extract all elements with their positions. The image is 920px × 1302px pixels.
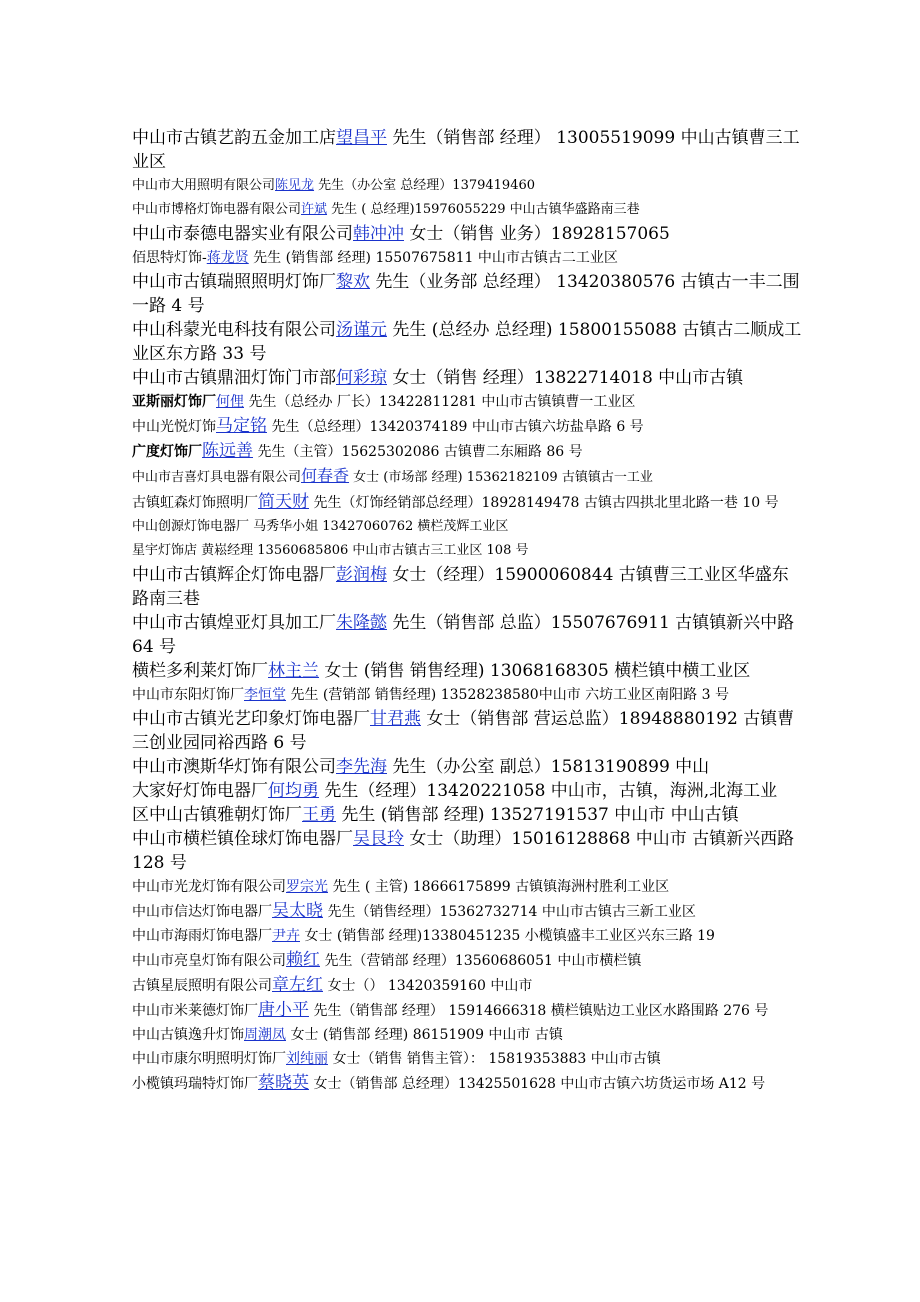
company-name: 中山市光龙灯饰有限公司 — [132, 879, 286, 895]
contact-link[interactable]: 甘君燕 — [370, 709, 421, 729]
document-page — [132, 126, 802, 1096]
contact-details: 女士 (销售 销售经理) 13068168305 横栏镇中横工业区 — [319, 661, 751, 681]
company-name: 广度灯饰厂 — [132, 444, 202, 460]
contact-link[interactable]: 吴太晓 — [272, 901, 323, 921]
company-name: 中山市博格灯饰电器有限公司 — [132, 202, 302, 217]
contact-details: 女士（销售 销售主管）： 15819353883 中山市古镇 — [328, 1051, 661, 1067]
list-item — [132, 1023, 802, 1047]
list-item — [132, 222, 802, 246]
list-item — [132, 515, 802, 539]
contact-details: 先生 ( 主管) 18666175899 古镇镇海洲村胜利工业区 — [328, 879, 670, 895]
company-name: 中山市澳斯华灯饰有限公司 — [132, 757, 336, 777]
contact-details: 先生（总经办 厂长）13422811281 中山市古镇镇曹一工业区 — [244, 394, 636, 410]
company-name: 中山市古镇辉企灯饰电器厂 — [132, 565, 336, 585]
contact-details: 先生（营销部 经理）13560686051 中山市横栏镇 — [320, 953, 642, 969]
contact-details: 先生 (营销部 销售经理) 13528238580中山市 六坊工业区南阳路 3 号 — [286, 687, 729, 703]
company-name: 亚斯丽灯饰厂 — [132, 394, 216, 410]
company-name: 区中山古镇雅朝灯饰厂 — [132, 805, 302, 825]
company-name: 中山市古镇艺韵五金加工店 — [132, 128, 336, 148]
contact-link[interactable]: 简天财 — [258, 492, 309, 512]
contact-details: 先生 (销售部 经理) 15507675811 中山市古镇古二工业区 — [248, 250, 618, 266]
contact-link[interactable]: 尹卉 — [272, 928, 300, 944]
list-item — [132, 707, 802, 755]
company-name: 中山市吉喜灯具电器有限公司 — [132, 470, 302, 485]
contact-link[interactable]: 黎欢 — [336, 272, 370, 292]
contact-link[interactable]: 刘纯丽 — [286, 1051, 328, 1067]
contact-details: 先生（销售经理）15362732714 中山市古镇古三新工业区 — [323, 904, 696, 920]
contact-link[interactable]: 朱隆懿 — [336, 613, 387, 633]
contact-details: 黄崧经理 13560685806 中山市古镇古三工业区 108 号 — [197, 543, 529, 558]
contact-link[interactable]: 许斌 — [301, 202, 328, 217]
company-name: 中山光悦灯饰 — [132, 419, 216, 435]
company-name: 中山市古镇煌亚灯具加工厂 — [132, 613, 336, 633]
company-name: 中山市泰德电器实业有限公司 — [132, 224, 353, 244]
company-name: 中山市米莱德灯饰厂 — [132, 1003, 258, 1019]
contact-details: 先生（办公室 总经理）1379419460 — [314, 178, 536, 193]
contact-details: 女士（销售 经理）13822714018 中山市古镇 — [387, 368, 744, 388]
company-name: 中山市东阳灯饰厂 — [132, 687, 244, 703]
contact-details: 先生 (销售部 经理) 13527191537 中山市 中山古镇 — [336, 805, 739, 825]
contact-details: 女士（经理）15900060844 古镇曹三工业区华盛东路南三巷 — [132, 565, 789, 609]
list-item — [132, 270, 802, 318]
list-item — [132, 439, 802, 464]
contact-link[interactable]: 彭润梅 — [336, 565, 387, 585]
contact-link[interactable]: 罗宗光 — [286, 879, 328, 895]
company-name: 中山市古镇鼎沺灯饰门市部 — [132, 368, 336, 388]
company-name: 中山创源灯饰电器厂 — [132, 519, 250, 534]
list-item — [132, 390, 802, 414]
list-item — [132, 490, 802, 515]
list-item — [132, 683, 802, 707]
company-name: 中山市海雨灯饰电器厂 — [132, 928, 272, 944]
contact-link[interactable]: 李恒堂 — [244, 687, 286, 703]
contact-details: 女士（销售部 营运总监）18948880192 古镇曹三创业园同裕西路 6 号 — [132, 709, 795, 753]
list-item — [132, 1071, 802, 1096]
list-item — [132, 1047, 802, 1071]
contact-details: 先生（灯饰经销部总经理）18928149478 古镇古四拱北里北路一巷 10 号 — [309, 495, 779, 511]
list-item — [132, 198, 802, 222]
contact-details: 女士 (销售部 经理)13380451235 小榄镇盛丰工业区兴东三路 19 — [300, 928, 715, 944]
list-item — [132, 539, 802, 563]
contact-details: 先生（总经理）13420374189 中山市古镇六坊盐阜路 6 号 — [267, 419, 644, 435]
contact-link[interactable]: 蔡晓英 — [258, 1073, 309, 1093]
list-item — [132, 755, 802, 779]
list-item — [132, 126, 802, 174]
contact-details: 女士（销售部 总经理）13425501628 中山市古镇六坊货运市场 A12 号 — [309, 1076, 766, 1092]
contact-details: 女士（销售 业务）18928157065 — [404, 224, 670, 244]
list-item — [132, 246, 802, 270]
contact-details: 女士（助理）15016128868 中山市 古镇新兴西路 128 号 — [132, 829, 795, 873]
contact-link[interactable]: 赖红 — [286, 950, 320, 970]
contact-link[interactable]: 马定铭 — [216, 416, 267, 436]
company-name: 佰思特灯饰- — [132, 250, 207, 266]
company-name: 大家好灯饰电器厂 — [132, 781, 268, 801]
contact-link[interactable]: 韩冲冲 — [353, 224, 404, 244]
contact-details: 女士 (市场部 经理) 15362182109 古镇镇古一工业 — [349, 470, 653, 485]
company-name: 横栏多利莱灯饰厂 — [132, 661, 268, 681]
list-item — [132, 924, 802, 948]
company-name: 中山市大用照明有限公司 — [132, 178, 276, 193]
contact-link[interactable]: 何彩琼 — [336, 368, 387, 388]
contact-details: 先生 (总经办 总经理) 15800155088 古镇古二顺成工业区东方路 33 号 — [132, 320, 802, 364]
contact-link[interactable]: 章左红 — [272, 975, 323, 995]
company-name: 古镇星辰照明有限公司 — [132, 978, 272, 994]
company-name: 中山市康尔明照明灯饰厂 — [132, 1051, 286, 1067]
company-name: 中山市古镇瑞照照明灯饰厂 — [132, 272, 336, 292]
list-item — [132, 366, 802, 390]
contact-link[interactable]: 何春香 — [301, 466, 350, 485]
company-name: 中山市亮皇灯饰有限公司 — [132, 953, 286, 969]
contact-link[interactable]: 林主兰 — [268, 661, 319, 681]
list-item — [132, 803, 802, 827]
company-name: 中山市古镇光艺印象灯饰电器厂 — [132, 709, 370, 729]
list-item — [132, 659, 802, 683]
contact-link[interactable]: 唐小平 — [258, 1000, 309, 1020]
list-item — [132, 779, 802, 803]
company-name: 星宇灯饰店 — [132, 543, 198, 558]
list-item — [132, 998, 802, 1023]
contact-link[interactable]: 何俚 — [216, 394, 244, 410]
list-item — [132, 563, 802, 611]
contact-link[interactable]: 望昌平 — [336, 128, 387, 148]
contact-link[interactable]: 李先海 — [336, 757, 387, 777]
contact-link[interactable]: 王勇 — [302, 805, 336, 825]
contact-details: 马秀华小姐 13427060762 横栏茂辉工业区 — [249, 519, 509, 534]
company-name: 中山市横栏镇佺球灯饰电器厂 — [132, 829, 353, 849]
contact-link[interactable]: 陈见龙 — [275, 178, 315, 193]
contact-link[interactable]: 何均勇 — [268, 781, 319, 801]
company-name: 中山市信达灯饰电器厂 — [132, 904, 272, 920]
contact-details: 女士 (销售部 经理) 86151909 中山市 古镇 — [286, 1027, 563, 1043]
contact-details: 先生（业务部 总经理） 13420380576 古镇古一丰二围一路 4 号 — [132, 272, 800, 316]
contact-details: 先生（销售部 总监）15507676911 古镇镇新兴中路 64 号 — [132, 613, 795, 657]
contact-details: 女士（） 13420359160 中山市 — [323, 978, 533, 994]
contact-link[interactable]: 汤谨元 — [336, 320, 387, 340]
list-item — [132, 414, 802, 439]
company-name: 古镇虹森灯饰照明厂 — [132, 495, 258, 511]
contact-link[interactable]: 蒋龙贤 — [206, 250, 249, 266]
contact-details: 先生（经理）13420221058 中山市，古镇，海洲,北海工业 — [319, 781, 778, 801]
list-item — [132, 318, 802, 366]
list-item — [132, 899, 802, 924]
list-item — [132, 464, 802, 490]
company-name: 中山古镇逸升灯饰 — [132, 1027, 244, 1043]
list-item — [132, 827, 802, 875]
list-item — [132, 948, 802, 973]
contact-details: 先生（办公室 副总）15813190899 中山 — [387, 757, 710, 777]
contact-details: 先生（销售部 经理） 13005519099 中山古镇曹三工业区 — [132, 128, 800, 172]
contact-link[interactable]: 吴艮玲 — [353, 829, 404, 849]
company-name: 中山科蒙光电科技有限公司 — [132, 320, 336, 340]
list-item — [132, 611, 802, 659]
contact-link[interactable]: 陈远善 — [202, 441, 253, 461]
contact-details: 先生（销售部 经理） 15914666318 横栏镇贴边工业区水路围路 276 号 — [309, 1003, 769, 1019]
company-name: 小榄镇玛瑞特灯饰厂 — [132, 1076, 258, 1092]
contact-details: 先生（主管）15625302086 古镇曹二东厢路 86 号 — [253, 444, 583, 460]
list-item — [132, 174, 802, 198]
list-item — [132, 875, 802, 899]
contact-details: 先生 ( 总经理)15976055229 中山古镇华盛路南三巷 — [327, 202, 640, 217]
contact-link[interactable]: 周潮凤 — [244, 1027, 286, 1043]
list-item — [132, 973, 802, 998]
